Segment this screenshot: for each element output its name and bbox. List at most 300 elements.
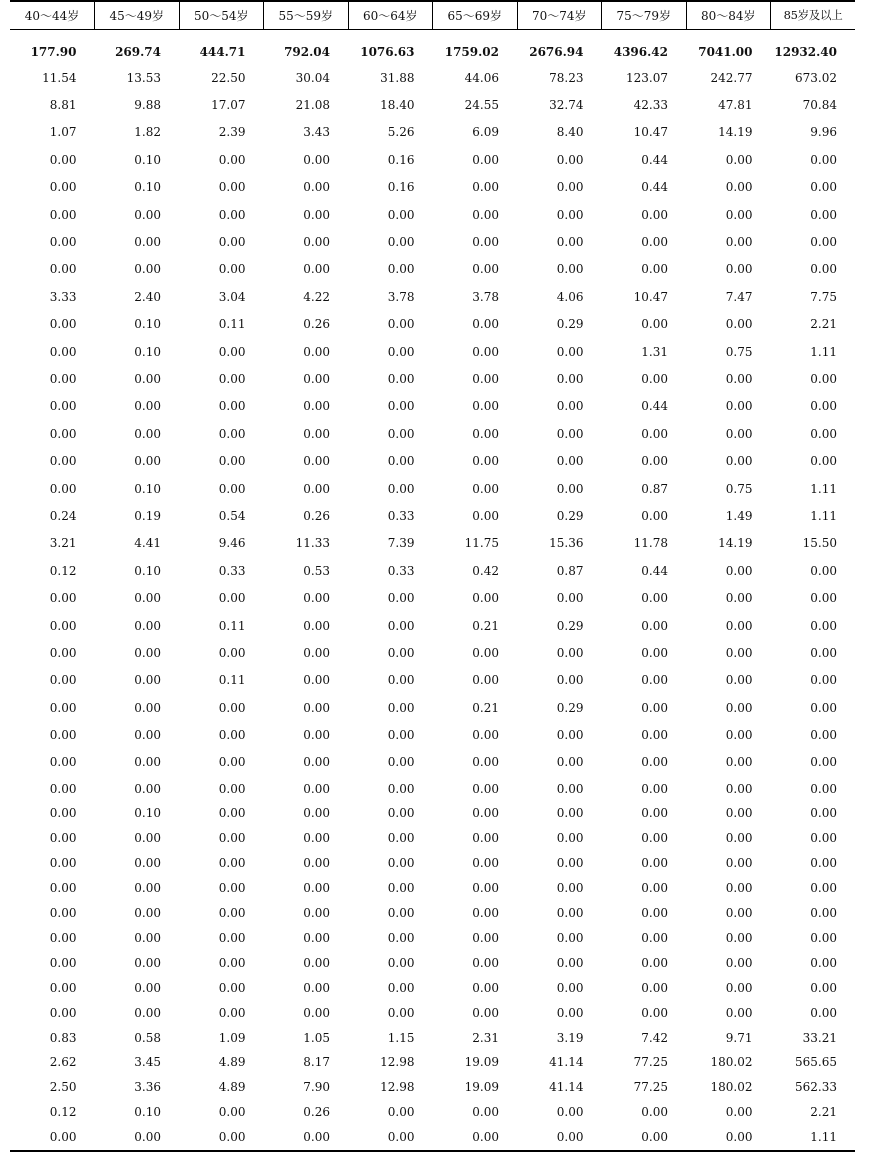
table-cell: 0.00 — [218, 180, 246, 195]
table-row — [10, 640, 855, 667]
table-cell: 0.00 — [303, 831, 330, 846]
table-cell: 13.53 — [126, 70, 161, 85]
table-cell: 0.00 — [472, 317, 499, 332]
table-cell: 7041.00 — [698, 44, 753, 59]
table-cell: 0.00 — [472, 781, 499, 796]
table-cell: 2.39 — [218, 125, 246, 140]
table-cell: 70.84 — [802, 98, 837, 113]
table-cell: 78.23 — [549, 70, 584, 85]
table-cell: 0.00 — [387, 235, 415, 250]
table-cell: 21.08 — [295, 98, 330, 113]
table-cell: 0.00 — [303, 906, 330, 921]
table-cell: 0.26 — [303, 1105, 330, 1120]
table-cell: 0.00 — [641, 881, 668, 896]
table-cell: 0.00 — [387, 755, 415, 770]
table-cell: 19.09 — [464, 1080, 499, 1095]
table-row — [10, 1001, 855, 1026]
column-header: 75～79岁 — [602, 1, 687, 29]
table-cell: 0.10 — [134, 180, 161, 195]
table-cell: 0.00 — [134, 906, 161, 921]
table-cell: 0.00 — [472, 591, 499, 606]
table-row — [10, 777, 855, 802]
table-cell: 47.81 — [718, 98, 753, 113]
table-cell: 0.00 — [725, 262, 753, 277]
table-cell: 0.00 — [134, 645, 161, 660]
table-cell: 0.00 — [725, 180, 753, 195]
column-header: 40～44岁 — [10, 1, 95, 29]
table-cell: 1.15 — [387, 1030, 415, 1045]
table-cell: 0.00 — [218, 755, 246, 770]
table-cell: 0.00 — [556, 856, 584, 871]
table-cell: 0.00 — [725, 906, 753, 921]
table-cell: 0.00 — [810, 426, 837, 441]
table-cell: 0.00 — [725, 930, 753, 945]
table-cell: 1.11 — [810, 508, 837, 523]
table-cell: 0.00 — [810, 831, 837, 846]
table-cell: 180.02 — [710, 1055, 753, 1070]
table-cell: 33.21 — [802, 1030, 837, 1045]
table-cell: 0.00 — [49, 344, 77, 359]
table-cell: 0.00 — [641, 781, 668, 796]
table-cell: 0.00 — [810, 955, 837, 970]
table-cell: 0.00 — [218, 930, 246, 945]
table-cell: 17.07 — [211, 98, 246, 113]
table-cell: 0.00 — [134, 673, 161, 688]
table-cell: 0.00 — [810, 700, 837, 715]
table-cell: 0.00 — [303, 152, 330, 167]
table-cell: 0.00 — [810, 930, 837, 945]
table-cell: 0.00 — [303, 806, 330, 821]
table-cell: 0.00 — [49, 481, 77, 496]
table-cell: 2.21 — [810, 1105, 837, 1120]
table-cell: 9.71 — [725, 1030, 753, 1045]
table-cell: 0.00 — [556, 645, 584, 660]
table-cell: 0.00 — [303, 481, 330, 496]
table-cell: 18.40 — [380, 98, 415, 113]
table-cell: 1076.63 — [360, 44, 415, 59]
table-cell: 0.75 — [725, 344, 753, 359]
table-row — [10, 284, 855, 311]
table-cell: 0.00 — [218, 645, 246, 660]
table-cell: 0.00 — [134, 618, 161, 633]
table-cell: 4.89 — [218, 1055, 246, 1070]
table-cell: 0.00 — [387, 930, 415, 945]
table-row — [10, 119, 855, 146]
table-cell: 0.00 — [810, 1005, 837, 1020]
table-cell: 0.00 — [49, 831, 77, 846]
table-row — [10, 749, 855, 776]
table-cell: 242.77 — [710, 70, 753, 85]
table-row — [10, 667, 855, 694]
table-row — [10, 530, 855, 557]
table-cell: 0.00 — [49, 881, 77, 896]
table-page — [10, 0, 855, 1152]
table-cell: 0.00 — [472, 344, 499, 359]
table-row — [10, 876, 855, 901]
table-cell: 0.00 — [387, 806, 415, 821]
table-cell: 0.00 — [218, 591, 246, 606]
table-cell: 0.00 — [49, 755, 77, 770]
table-cell: 4.89 — [218, 1080, 246, 1095]
table-cell: 0.00 — [303, 262, 330, 277]
table-cell: 30.04 — [295, 70, 330, 85]
table-cell: 0.00 — [303, 955, 330, 970]
table-row — [10, 448, 855, 475]
table-cell: 7.90 — [303, 1080, 330, 1095]
table-cell: 0.00 — [218, 955, 246, 970]
table-cell: 31.88 — [380, 70, 415, 85]
table-cell: 0.00 — [472, 426, 499, 441]
table-cell: 0.00 — [218, 399, 246, 414]
table-cell: 0.00 — [641, 831, 668, 846]
table-row — [10, 147, 855, 174]
table-cell: 22.50 — [211, 70, 246, 85]
table-cell: 0.00 — [556, 781, 584, 796]
table-cell: 0.10 — [134, 481, 161, 496]
table-cell: 5.26 — [387, 125, 415, 140]
table-cell: 2.40 — [134, 289, 161, 304]
table-cell: 0.00 — [49, 591, 77, 606]
table-cell: 0.00 — [49, 856, 77, 871]
table-cell: 0.00 — [556, 371, 584, 386]
table-cell: 0.00 — [472, 180, 499, 195]
table-cell: 1.11 — [810, 344, 837, 359]
table-cell: 0.00 — [686, 1125, 771, 1151]
table-row — [10, 503, 855, 530]
table-cell: 0.00 — [810, 399, 837, 414]
table-row — [10, 1075, 855, 1100]
table-cell: 0.00 — [810, 152, 837, 167]
table-body — [10, 29, 855, 1151]
table-cell: 0.44 — [641, 180, 668, 195]
table-cell: 0.00 — [641, 856, 668, 871]
table-cell: 0.00 — [725, 881, 753, 896]
table-cell: 11.54 — [42, 70, 77, 85]
table-cell: 0.00 — [134, 1005, 161, 1020]
table-cell: 14.19 — [718, 536, 753, 551]
table-cell: 0.00 — [472, 856, 499, 871]
table-cell: 7.39 — [387, 536, 415, 551]
table-cell: 0.00 — [303, 700, 330, 715]
table-cell: 0.87 — [641, 481, 668, 496]
table-cell: 0.00 — [134, 235, 161, 250]
table-cell: 0.00 — [387, 645, 415, 660]
table-cell: 0.00 — [387, 591, 415, 606]
table-cell: 0.00 — [303, 728, 330, 743]
mortality-rate-table — [10, 0, 855, 1152]
table-cell: 0.00 — [556, 180, 584, 195]
table-cell: 0.00 — [303, 930, 330, 945]
table-cell: 2.50 — [49, 1080, 77, 1095]
table-cell: 0.00 — [725, 235, 753, 250]
table-cell: 24.55 — [464, 98, 499, 113]
table-cell: 0.00 — [725, 700, 753, 715]
table-cell: 0.00 — [725, 1005, 753, 1020]
table-cell: 0.00 — [387, 618, 415, 633]
table-cell: 792.04 — [284, 44, 330, 59]
table-cell: 0.00 — [810, 980, 837, 995]
table-cell: 0.00 — [303, 399, 330, 414]
table-cell: 269.74 — [115, 44, 161, 59]
table-cell: 0.00 — [556, 955, 584, 970]
table-cell: 0.00 — [218, 481, 246, 496]
table-cell: 0.83 — [49, 1030, 77, 1045]
table-cell: 177.90 — [30, 44, 77, 59]
table-cell: 0.00 — [556, 980, 584, 995]
table-cell: 0.00 — [218, 152, 246, 167]
table-cell: 0.00 — [556, 1005, 584, 1020]
table-cell: 0.00 — [472, 508, 499, 523]
table-row — [10, 901, 855, 926]
table-cell: 0.29 — [556, 618, 584, 633]
table-row — [10, 92, 855, 119]
table-cell: 0.24 — [49, 508, 77, 523]
table-cell: 0.00 — [641, 426, 668, 441]
table-cell: 0.00 — [641, 317, 668, 332]
table-cell: 0.00 — [556, 481, 584, 496]
table-cell: 0.00 — [641, 806, 668, 821]
table-cell: 0.00 — [472, 152, 499, 167]
table-row — [10, 65, 855, 92]
table-cell: 42.33 — [633, 98, 668, 113]
table-cell: 0.00 — [387, 881, 415, 896]
table-cell: 0.00 — [49, 930, 77, 945]
table-cell: 0.00 — [725, 673, 753, 688]
table-cell: 0.00 — [472, 980, 499, 995]
table-row — [10, 826, 855, 851]
table-cell: 0.00 — [810, 806, 837, 821]
table-cell: 565.65 — [795, 1055, 837, 1070]
table-cell: 0.10 — [134, 806, 161, 821]
table-cell: 0.00 — [725, 1105, 753, 1120]
table-row — [10, 201, 855, 228]
table-cell: 0.00 — [556, 806, 584, 821]
table-cell: 9.96 — [810, 125, 837, 140]
table-cell: 0.00 — [472, 481, 499, 496]
table-row — [10, 174, 855, 201]
table-cell: 0.00 — [387, 371, 415, 386]
table-cell: 0.00 — [472, 806, 499, 821]
table-cell: 0.00 — [387, 1005, 415, 1020]
table-cell: 0.00 — [472, 1105, 499, 1120]
table-cell: 0.00 — [218, 856, 246, 871]
table-cell: 0.00 — [387, 831, 415, 846]
table-cell: 0.00 — [387, 1105, 415, 1120]
table-cell: 0.00 — [472, 1005, 499, 1020]
table-cell: 0.00 — [303, 426, 330, 441]
table-row — [10, 1050, 855, 1075]
table-cell: 0.00 — [49, 317, 77, 332]
table-row — [10, 475, 855, 502]
table-cell: 11.78 — [633, 536, 668, 551]
table-cell: 0.33 — [387, 563, 415, 578]
table-cell: 0.12 — [49, 1105, 77, 1120]
table-cell: 0.00 — [49, 1005, 77, 1020]
table-cell: 0.00 — [303, 235, 330, 250]
column-header: 80～84岁 — [686, 1, 771, 29]
table-cell: 0.00 — [725, 955, 753, 970]
table-cell: 0.00 — [218, 881, 246, 896]
table-cell: 0.00 — [810, 781, 837, 796]
column-header: 45～49岁 — [95, 1, 180, 29]
table-cell: 0.75 — [725, 481, 753, 496]
table-cell: 0.00 — [387, 207, 415, 222]
table-cell: 0.00 — [10, 1125, 95, 1151]
table-cell: 0.00 — [303, 207, 330, 222]
table-cell: 0.00 — [556, 399, 584, 414]
table-cell: 3.21 — [49, 536, 77, 551]
table-cell: 0.00 — [134, 980, 161, 995]
table-cell: 0.00 — [472, 454, 499, 469]
table-cell: 0.00 — [49, 806, 77, 821]
table-row — [10, 1100, 855, 1125]
table-cell: 0.00 — [387, 481, 415, 496]
table-cell: 0.00 — [472, 645, 499, 660]
table-cell: 0.21 — [472, 618, 499, 633]
table-cell: 0.00 — [49, 399, 77, 414]
table-cell: 0.00 — [49, 426, 77, 441]
table-cell: 0.00 — [218, 426, 246, 441]
table-cell: 0.00 — [303, 856, 330, 871]
table-cell: 0.00 — [810, 371, 837, 386]
table-cell: 0.00 — [49, 980, 77, 995]
table-cell: 0.00 — [218, 1005, 246, 1020]
table-cell: 0.00 — [472, 831, 499, 846]
table-row — [10, 585, 855, 612]
table-cell: 0.00 — [134, 781, 161, 796]
table-cell: 0.00 — [810, 881, 837, 896]
table-cell: 0.00 — [49, 235, 77, 250]
table-cell: 3.19 — [556, 1030, 584, 1045]
table-cell: 0.00 — [387, 980, 415, 995]
table-cell: 0.00 — [218, 235, 246, 250]
table-cell: 1.05 — [303, 1030, 330, 1045]
table-cell: 0.00 — [641, 930, 668, 945]
table-cell: 0.00 — [810, 673, 837, 688]
table-cell: 0.00 — [134, 856, 161, 871]
table-cell: 2.31 — [472, 1030, 499, 1045]
table-cell: 0.00 — [134, 371, 161, 386]
table-cell: 8.40 — [556, 125, 584, 140]
table-cell: 0.00 — [348, 1125, 433, 1151]
table-cell: 0.00 — [303, 673, 330, 688]
table-cell: 0.11 — [218, 618, 246, 633]
table-cell: 0.00 — [641, 262, 668, 277]
table-cell: 0.00 — [725, 645, 753, 660]
table-cell: 0.00 — [725, 207, 753, 222]
table-cell: 0.00 — [556, 755, 584, 770]
table-cell: 0.00 — [472, 235, 499, 250]
table-cell: 0.00 — [49, 728, 77, 743]
table-cell: 0.10 — [134, 344, 161, 359]
table-cell: 3.04 — [218, 289, 246, 304]
table-cell: 444.71 — [199, 44, 246, 59]
table-cell: 0.00 — [387, 955, 415, 970]
table-cell: 2.21 — [810, 317, 837, 332]
table-cell: 2.62 — [49, 1055, 77, 1070]
table-cell: 0.00 — [725, 591, 753, 606]
table-cell: 0.42 — [472, 563, 499, 578]
table-cell: 0.10 — [134, 152, 161, 167]
table-cell: 0.00 — [725, 980, 753, 995]
table-cell: 0.00 — [472, 955, 499, 970]
table-row — [10, 311, 855, 338]
column-header: 70～74岁 — [517, 1, 602, 29]
table-cell: 0.00 — [725, 399, 753, 414]
table-row — [10, 1125, 855, 1151]
table-cell: 0.16 — [387, 152, 415, 167]
table-cell: 0.00 — [387, 781, 415, 796]
table-cell: 0.19 — [134, 508, 161, 523]
table-cell: 0.00 — [387, 344, 415, 359]
table-cell: 41.14 — [549, 1055, 584, 1070]
table-cell: 14.19 — [718, 125, 753, 140]
table-cell: 0.00 — [725, 371, 753, 386]
table-cell: 0.33 — [387, 508, 415, 523]
table-cell: 0.00 — [810, 262, 837, 277]
table-cell: 0.26 — [303, 508, 330, 523]
table-cell: 0.00 — [218, 700, 246, 715]
spacer-cell — [10, 29, 855, 40]
column-header: 65～69岁 — [433, 1, 518, 29]
table-cell: 0.00 — [134, 700, 161, 715]
table-cell: 0.00 — [49, 955, 77, 970]
table-cell: 0.00 — [641, 955, 668, 970]
table-cell: 3.43 — [303, 125, 330, 140]
table-cell: 0.00 — [387, 454, 415, 469]
table-cell: 0.00 — [556, 728, 584, 743]
table-cell: 7.47 — [725, 289, 753, 304]
table-cell: 0.00 — [303, 454, 330, 469]
table-cell: 12932.40 — [774, 44, 837, 59]
table-cell: 0.00 — [472, 371, 499, 386]
table-cell: 0.00 — [303, 618, 330, 633]
table-cell: 0.00 — [641, 906, 668, 921]
table-cell: 0.00 — [387, 906, 415, 921]
table-cell: 0.00 — [641, 645, 668, 660]
table-cell: 0.00 — [641, 755, 668, 770]
table-cell: 0.00 — [641, 371, 668, 386]
table-cell: 3.36 — [134, 1080, 161, 1095]
table-cell: 0.00 — [49, 152, 77, 167]
table-cell: 11.33 — [295, 536, 330, 551]
table-cell: 0.16 — [387, 180, 415, 195]
table-row — [10, 926, 855, 951]
column-header: 85岁及以上 — [771, 1, 856, 29]
table-cell: 0.00 — [218, 980, 246, 995]
table-cell: 0.58 — [134, 1030, 161, 1045]
table-cell: 0.00 — [641, 454, 668, 469]
table-cell: 0.00 — [725, 454, 753, 469]
table-cell: 0.00 — [556, 930, 584, 945]
table-cell: 0.00 — [725, 728, 753, 743]
table-cell: 0.00 — [556, 207, 584, 222]
table-cell: 7.42 — [641, 1030, 668, 1045]
table-cell: 8.81 — [49, 98, 77, 113]
table-cell: 0.00 — [556, 235, 584, 250]
table-cell: 0.00 — [218, 454, 246, 469]
table-cell: 0.00 — [49, 180, 77, 195]
table-cell: 0.00 — [303, 645, 330, 660]
table-cell: 0.00 — [556, 454, 584, 469]
table-cell: 0.00 — [134, 426, 161, 441]
table-cell: 0.00 — [134, 755, 161, 770]
table-cell: 4.41 — [134, 536, 161, 551]
table-cell: 1.49 — [725, 508, 753, 523]
table-cell: 0.00 — [641, 591, 668, 606]
table-cell: 0.44 — [641, 399, 668, 414]
table-cell: 0.00 — [49, 618, 77, 633]
